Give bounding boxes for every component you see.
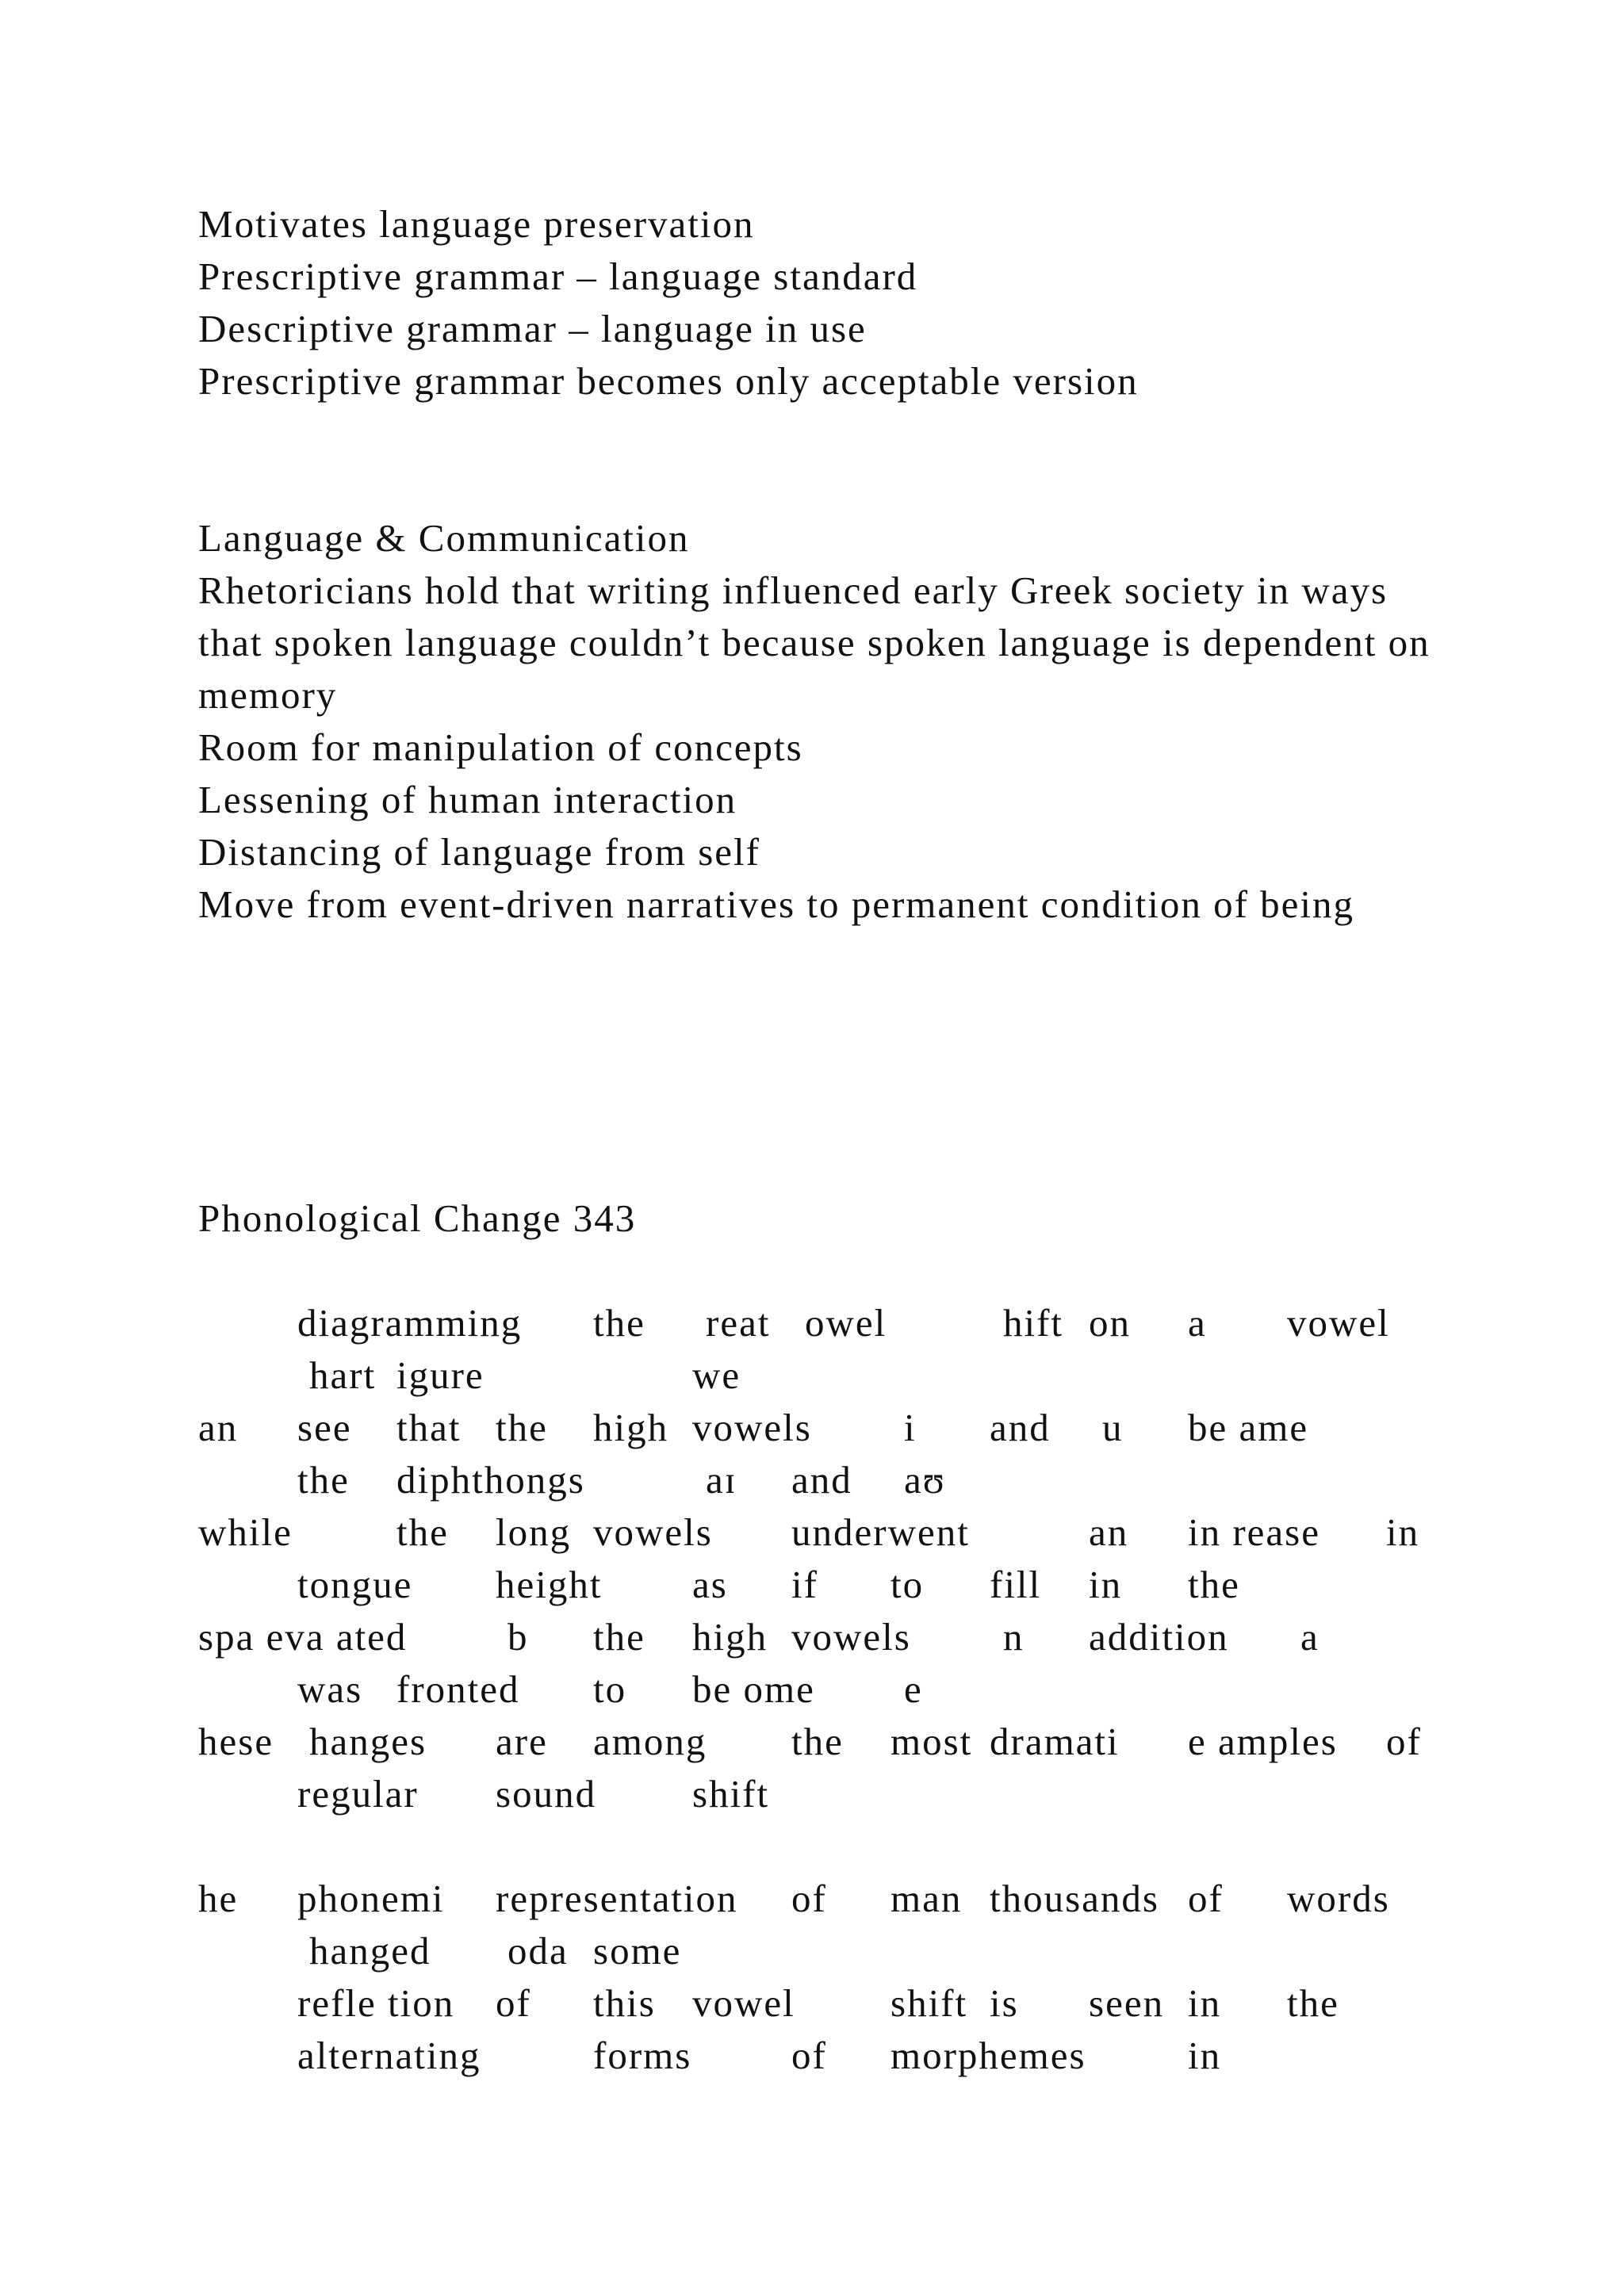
scrambled-word: of (791, 1877, 827, 1920)
scrambled-row (0, 2030, 1624, 2082)
scrambled-word: man (891, 1877, 963, 1920)
scrambled-row (0, 1716, 1624, 1768)
scrambled-word: n (1003, 1615, 1025, 1659)
scrambled-word: u (1102, 1406, 1124, 1449)
scrambled-word: height (496, 1563, 603, 1606)
scrambled-word: in (1188, 2034, 1222, 2077)
scrambled-row (0, 1454, 1624, 1506)
scrambled-word: hift (1003, 1301, 1064, 1345)
section2-paragraph: Rhetoricians hold that writing influenced early Greek society in ways that spoken language couldn’t because spoken language is dependent on memory (198, 568, 1431, 717)
scrambled-word: in (1188, 1981, 1222, 2025)
scrambled-row (0, 1768, 1624, 1820)
scrambled-word: fronted (396, 1667, 520, 1711)
scrambled-word: of (1188, 1877, 1224, 1920)
scrambled-word: forms (593, 2034, 692, 2077)
scrambled-word: shift (891, 1981, 968, 2025)
scrambled-word: was (297, 1667, 363, 1711)
scrambled-word: reat (706, 1301, 771, 1345)
scrambled-word: owel (805, 1301, 887, 1345)
scrambled-word: seen (1089, 1981, 1165, 2025)
scrambled-word: among (593, 1720, 707, 1763)
scrambled-word: refle tion (297, 1981, 455, 2025)
scrambled-word: be ome (692, 1667, 815, 1711)
scrambled-word: fill (990, 1563, 1042, 1606)
section1-line: Prescriptive grammar becomes only acceptable version (198, 359, 1139, 403)
scrambled-word: some (593, 1929, 682, 1973)
scrambled-word: the (1188, 1563, 1240, 1606)
section2-heading: Language & Communication (198, 516, 690, 560)
scrambled-row (0, 1611, 1624, 1663)
scrambled-word: as (692, 1563, 728, 1606)
scrambled-row (0, 1297, 1624, 1349)
scrambled-word: tongue (297, 1563, 413, 1606)
scrambled-word: vowels (593, 1510, 713, 1554)
scrambled-word: high (593, 1406, 669, 1449)
scrambled-word: addition (1089, 1615, 1229, 1659)
scrambled-word: the (791, 1720, 844, 1763)
scrambled-word: sound (496, 1772, 597, 1816)
section3-heading: Phonological Change 343 (198, 1196, 637, 1240)
scrambled-word: hese (198, 1720, 274, 1763)
scrambled-word: dramati (990, 1720, 1120, 1763)
scrambled-word: we (692, 1353, 741, 1397)
scrambled-row (0, 1506, 1624, 1559)
scrambled-word: vowel (692, 1981, 795, 2025)
scrambled-word: this (593, 1981, 656, 2025)
scrambled-word: b (508, 1615, 529, 1659)
scrambled-word: spa eva ated (198, 1615, 408, 1659)
scrambled-word: oda (508, 1929, 569, 1973)
scrambled-word: thousands (990, 1877, 1159, 1920)
scrambled-word: underwent (791, 1510, 970, 1554)
scrambled-word: to (593, 1667, 627, 1711)
scrambled-word: hanges (309, 1720, 427, 1763)
scrambled-word: a (1188, 1301, 1207, 1345)
scrambled-row (0, 1402, 1624, 1454)
scrambled-word: in (1386, 1510, 1420, 1554)
scrambled-row (0, 1559, 1624, 1611)
scrambled-word: words (1287, 1877, 1390, 1920)
section2-item: Room for manipulation of concepts (198, 725, 803, 769)
scrambled-word: aʊ (904, 1458, 946, 1502)
scrambled-word: of (1386, 1720, 1422, 1763)
scrambled-word: the (1287, 1981, 1339, 2025)
scrambled-row (0, 1925, 1624, 1977)
scrambled-word: morphemes (891, 2034, 1086, 2077)
scrambled-word: igure (396, 1353, 485, 1397)
scrambled-word: of (496, 1981, 531, 2025)
section1-line: Descriptive grammar – language in use (198, 307, 867, 350)
scrambled-word: long (496, 1510, 572, 1554)
scrambled-word: most (891, 1720, 973, 1763)
scrambled-word: vowels (791, 1615, 911, 1659)
scrambled-row (0, 1349, 1624, 1402)
scrambled-word: shift (692, 1772, 770, 1816)
scrambled-word: the (396, 1510, 449, 1554)
scrambled-word: be ame (1188, 1406, 1309, 1449)
scrambled-word: representation (496, 1877, 738, 1920)
scrambled-word: regular (297, 1772, 419, 1816)
scrambled-word: vowels (692, 1406, 812, 1449)
scrambled-word: he (198, 1877, 239, 1920)
scrambled-word: hanged (309, 1929, 431, 1973)
scrambled-word: the (593, 1301, 645, 1345)
scrambled-word: vowel (1287, 1301, 1390, 1345)
scrambled-word: and (990, 1406, 1051, 1449)
scrambled-row (0, 1977, 1624, 2030)
scrambled-word: an (1089, 1510, 1129, 1554)
scrambled-row (0, 1663, 1624, 1716)
scrambled-word: is (990, 1981, 1019, 2025)
section1-line: Prescriptive grammar – language standard (198, 254, 918, 298)
scrambled-word: phonemi (297, 1877, 445, 1920)
scrambled-word: to (891, 1563, 925, 1606)
scrambled-row (0, 1873, 1624, 1925)
scrambled-word: the (496, 1406, 548, 1449)
scrambled-word: on (1089, 1301, 1131, 1345)
scrambled-word: e (904, 1667, 923, 1711)
scrambled-word: if (791, 1563, 818, 1606)
scrambled-word: see (297, 1406, 352, 1449)
scrambled-word: e amples (1188, 1720, 1338, 1763)
scrambled-word: the (593, 1615, 645, 1659)
scrambled-word: are (496, 1720, 548, 1763)
scrambled-word: in (1089, 1563, 1123, 1606)
scrambled-word: of (791, 2034, 827, 2077)
scrambled-word: diagramming (297, 1301, 523, 1345)
scrambled-word: that (396, 1406, 462, 1449)
scrambled-word: diphthongs (396, 1458, 585, 1502)
scrambled-word: alternating (297, 2034, 481, 2077)
scrambled-word: a (1300, 1615, 1320, 1659)
section2-last-paragraph: Move from event-driven narratives to permanent condition of being (198, 882, 1355, 926)
scrambled-word: in rease (1188, 1510, 1320, 1554)
scrambled-word: an (198, 1406, 239, 1449)
scrambled-word: aɪ (706, 1458, 737, 1502)
section1-line: Motivates language preservation (198, 202, 755, 246)
section2-item: Lessening of human interaction (198, 778, 737, 821)
scrambled-word: the (297, 1458, 350, 1502)
section2-item: Distancing of language from self (198, 830, 760, 874)
scrambled-word: high (692, 1615, 768, 1659)
scrambled-word: while (198, 1510, 293, 1554)
scrambled-word: and (791, 1458, 852, 1502)
scrambled-word: hart (309, 1353, 377, 1397)
scrambled-word: i (904, 1406, 917, 1449)
